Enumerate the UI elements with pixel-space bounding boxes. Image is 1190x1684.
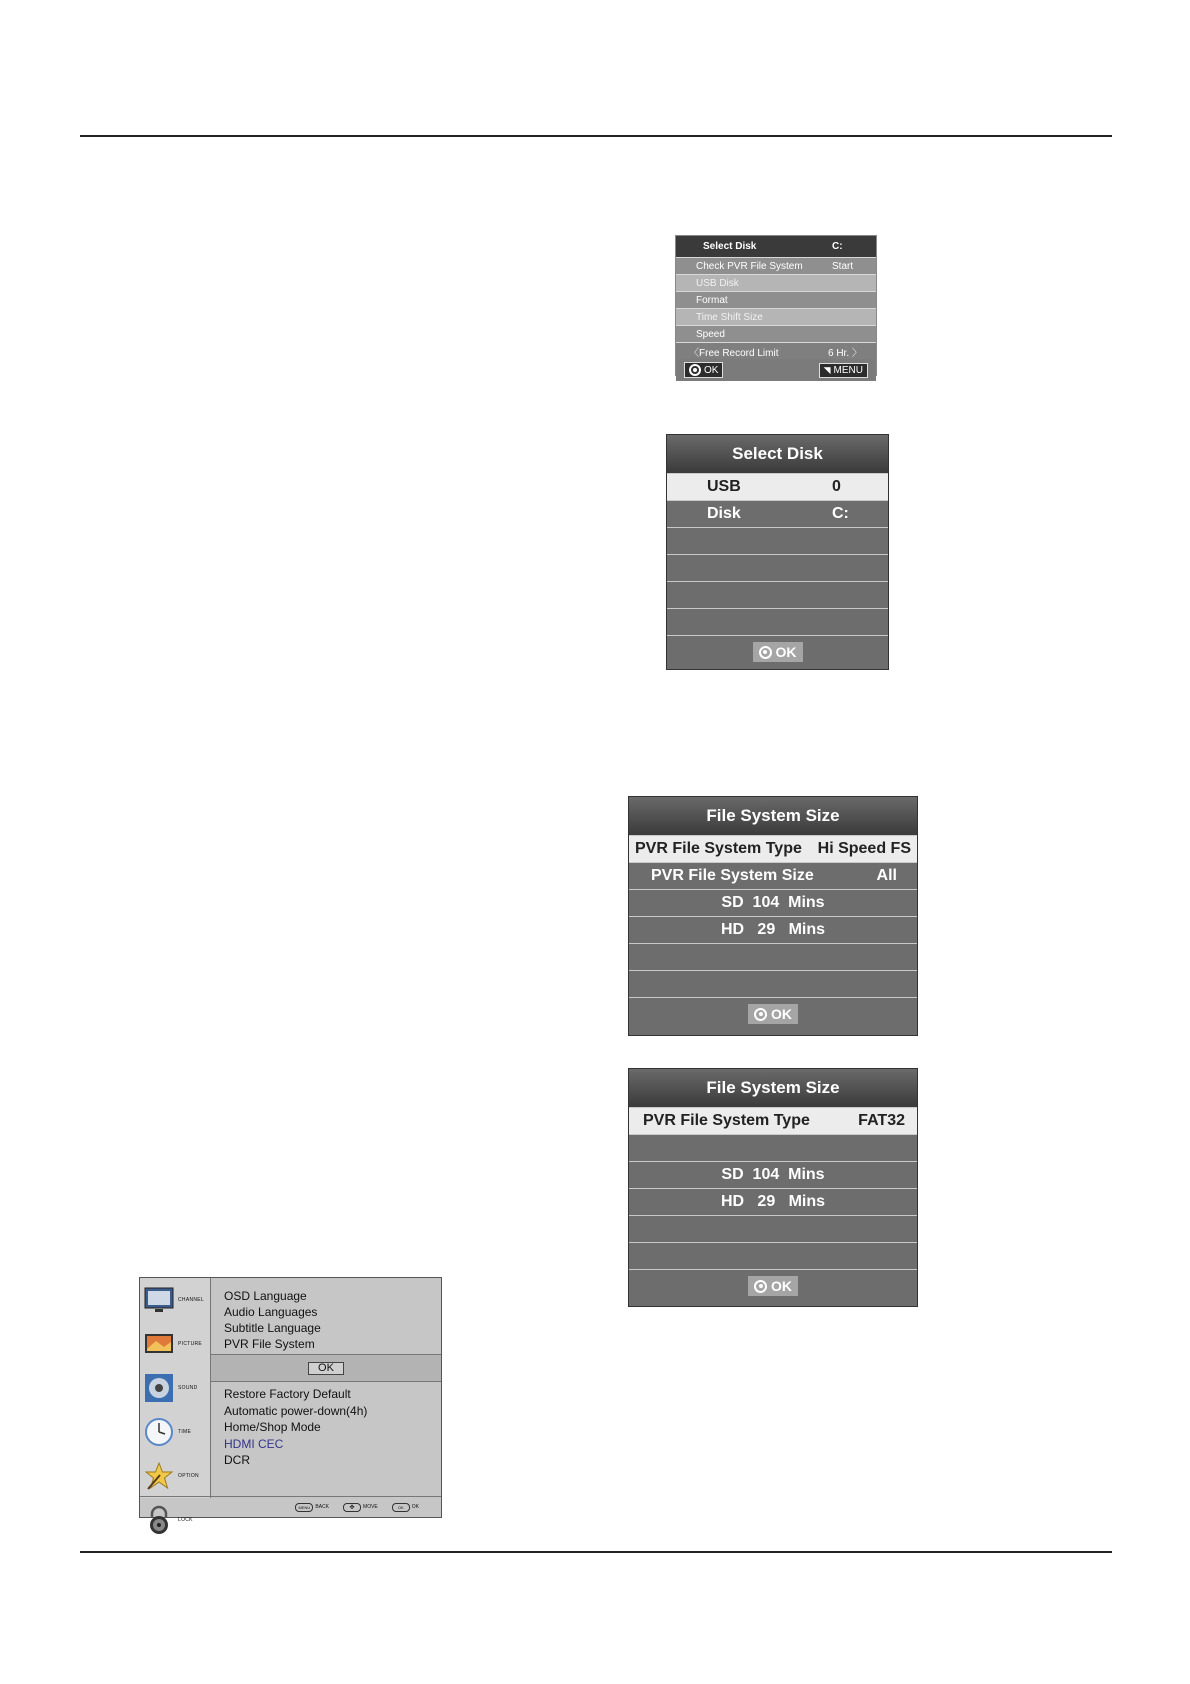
clock-icon xyxy=(144,1417,174,1447)
menu-key-icon: MENU xyxy=(295,1503,313,1512)
usb-value: 0 xyxy=(832,478,841,495)
ok-button[interactable]: OK xyxy=(684,362,723,378)
pvr-fs-type-value: Hi Speed FS xyxy=(817,840,911,857)
select-disk-label: Select Disk xyxy=(703,241,757,252)
pvr-fs-type-row[interactable] xyxy=(629,835,917,862)
pvr-fs-type-row[interactable] xyxy=(629,1107,917,1134)
speed-row[interactable] xyxy=(676,325,876,342)
sidebar-item-channel[interactable]: CHANNEL xyxy=(140,1278,210,1322)
dialog-title: Select Disk xyxy=(667,435,888,473)
sd-capacity-text: SD 104 Mins xyxy=(721,894,825,911)
sd-capacity-row xyxy=(629,1161,917,1188)
empty-row xyxy=(629,1242,917,1269)
sidebar-item-sound[interactable]: SOUND xyxy=(140,1366,210,1410)
ok-button[interactable]: OK xyxy=(748,1004,798,1024)
hd-capacity-row xyxy=(629,916,917,943)
file-system-size-dialog xyxy=(628,796,918,1036)
pvr-fs-size-label: PVR File System Size xyxy=(651,867,814,884)
ok-icon xyxy=(759,646,772,659)
ok-icon xyxy=(754,1008,767,1021)
select-disk-value: C: xyxy=(832,241,843,252)
menu-sidebar xyxy=(140,1278,211,1523)
dialog-footer xyxy=(667,635,888,668)
format-label: Format xyxy=(696,294,728,306)
menu-item-audio-languages[interactable]: Audio Languages xyxy=(224,1305,318,1319)
ok-key-icon: OK xyxy=(392,1503,410,1512)
free-record-limit-label: Free Record Limit xyxy=(699,347,779,359)
sidebar-item-option[interactable]: OPTION xyxy=(140,1454,210,1498)
check-pvr-label: Check PVR File System xyxy=(696,260,803,272)
ok-icon xyxy=(754,1280,767,1293)
pvr-fs-size-value: All xyxy=(876,867,897,884)
star-icon xyxy=(144,1461,174,1491)
empty-row xyxy=(629,1215,917,1242)
dialog-title: File System Size xyxy=(629,1069,917,1107)
hint-back: MENU BACK xyxy=(295,1503,329,1512)
time-shift-label: Time Shift Size xyxy=(696,311,763,323)
ok-band xyxy=(211,1354,441,1382)
menu-key-icon: ◥ xyxy=(823,364,831,375)
key-hints-bar xyxy=(140,1496,441,1517)
ok-icon xyxy=(689,364,701,376)
empty-row xyxy=(667,608,888,635)
ok-button[interactable]: OK xyxy=(748,1276,798,1296)
empty-row xyxy=(629,943,917,970)
hd-capacity-text: HD 29 Mins xyxy=(720,1193,826,1210)
free-record-limit-row[interactable] xyxy=(676,342,876,359)
pvr-fs-size-row[interactable] xyxy=(629,862,917,889)
menu-item-automatic-power-down[interactable]: Automatic power-down(4h) xyxy=(224,1403,368,1418)
menu-item-restore-factory-default[interactable]: Restore Factory Default xyxy=(224,1387,351,1401)
select-disk-row[interactable] xyxy=(676,236,876,257)
empty-row xyxy=(667,527,888,554)
sd-capacity-text: SD 104 Mins xyxy=(721,1166,825,1183)
ok-button[interactable]: OK xyxy=(308,1362,344,1375)
speed-label: Speed xyxy=(696,328,725,340)
menu-item-hdmi-cec[interactable]: HDMI CEC xyxy=(224,1436,284,1451)
sd-capacity-row xyxy=(629,889,917,916)
hint-ok: OK OK xyxy=(392,1503,419,1512)
pvr-fs-type-label: PVR File System Type xyxy=(643,1112,810,1129)
menu-item-pvr-file-system[interactable]: PVR File System xyxy=(224,1337,315,1351)
dialog-footer xyxy=(629,1269,917,1302)
pvr-fs-type-label: PVR File System Type xyxy=(635,840,802,857)
disk-row[interactable] xyxy=(667,500,888,527)
dialog-title: File System Size xyxy=(629,797,917,835)
usb-label: USB xyxy=(707,478,741,495)
empty-row xyxy=(629,1134,917,1161)
ok-button[interactable]: OK xyxy=(753,642,803,662)
option-list-top xyxy=(224,1288,321,1352)
disk-value: C: xyxy=(832,505,849,522)
menu-item-home-shop-mode[interactable]: Home/Shop Mode xyxy=(224,1420,321,1434)
usb-disk-label: USB Disk xyxy=(696,277,739,289)
usb-row[interactable] xyxy=(667,473,888,500)
select-disk-dialog xyxy=(666,434,889,670)
channel-icon xyxy=(144,1285,174,1315)
dialog-footer xyxy=(629,997,917,1030)
free-record-limit-value: 6 Hr. xyxy=(828,347,850,359)
picture-icon xyxy=(144,1329,174,1359)
top-rule xyxy=(80,135,1112,137)
option-list-bottom xyxy=(224,1386,367,1469)
empty-row xyxy=(667,554,888,581)
option-menu xyxy=(139,1277,442,1523)
hd-capacity-row xyxy=(629,1188,917,1215)
disk-label: Disk xyxy=(707,505,741,522)
hint-move: ✥ MOVE xyxy=(343,1503,378,1512)
check-pvr-value: Start xyxy=(832,260,854,272)
pvr-menu-footer xyxy=(676,359,876,381)
check-pvr-row[interactable] xyxy=(676,257,876,274)
dpad-icon: ✥ xyxy=(343,1503,361,1512)
chevron-left-icon[interactable]: 〈 xyxy=(689,347,699,359)
sound-icon xyxy=(144,1373,174,1403)
sidebar-item-picture[interactable]: PICTURE xyxy=(140,1322,210,1366)
chevron-right-icon[interactable]: 〉 xyxy=(851,347,862,359)
format-row[interactable] xyxy=(676,291,876,308)
sidebar-item-lock[interactable]: LOCK xyxy=(140,1498,210,1542)
empty-row xyxy=(667,581,888,608)
bottom-rule xyxy=(80,1551,1112,1553)
menu-item-dcr[interactable]: DCR xyxy=(224,1453,250,1467)
pvr-fs-type-value: FAT32 xyxy=(858,1112,905,1129)
sidebar-item-time[interactable]: TIME xyxy=(140,1410,210,1454)
file-system-size-dialog xyxy=(628,1068,918,1307)
menu-item-subtitle-language[interactable]: Subtitle Language xyxy=(224,1321,321,1335)
menu-button[interactable]: ◥ MENU xyxy=(819,363,868,378)
usb-disk-row[interactable] xyxy=(676,274,876,291)
pvr-settings-menu xyxy=(675,235,877,376)
menu-item-osd-language[interactable]: OSD Language xyxy=(224,1289,307,1303)
time-shift-row[interactable] xyxy=(676,308,876,325)
hd-capacity-text: HD 29 Mins xyxy=(720,921,826,938)
empty-row xyxy=(629,970,917,997)
